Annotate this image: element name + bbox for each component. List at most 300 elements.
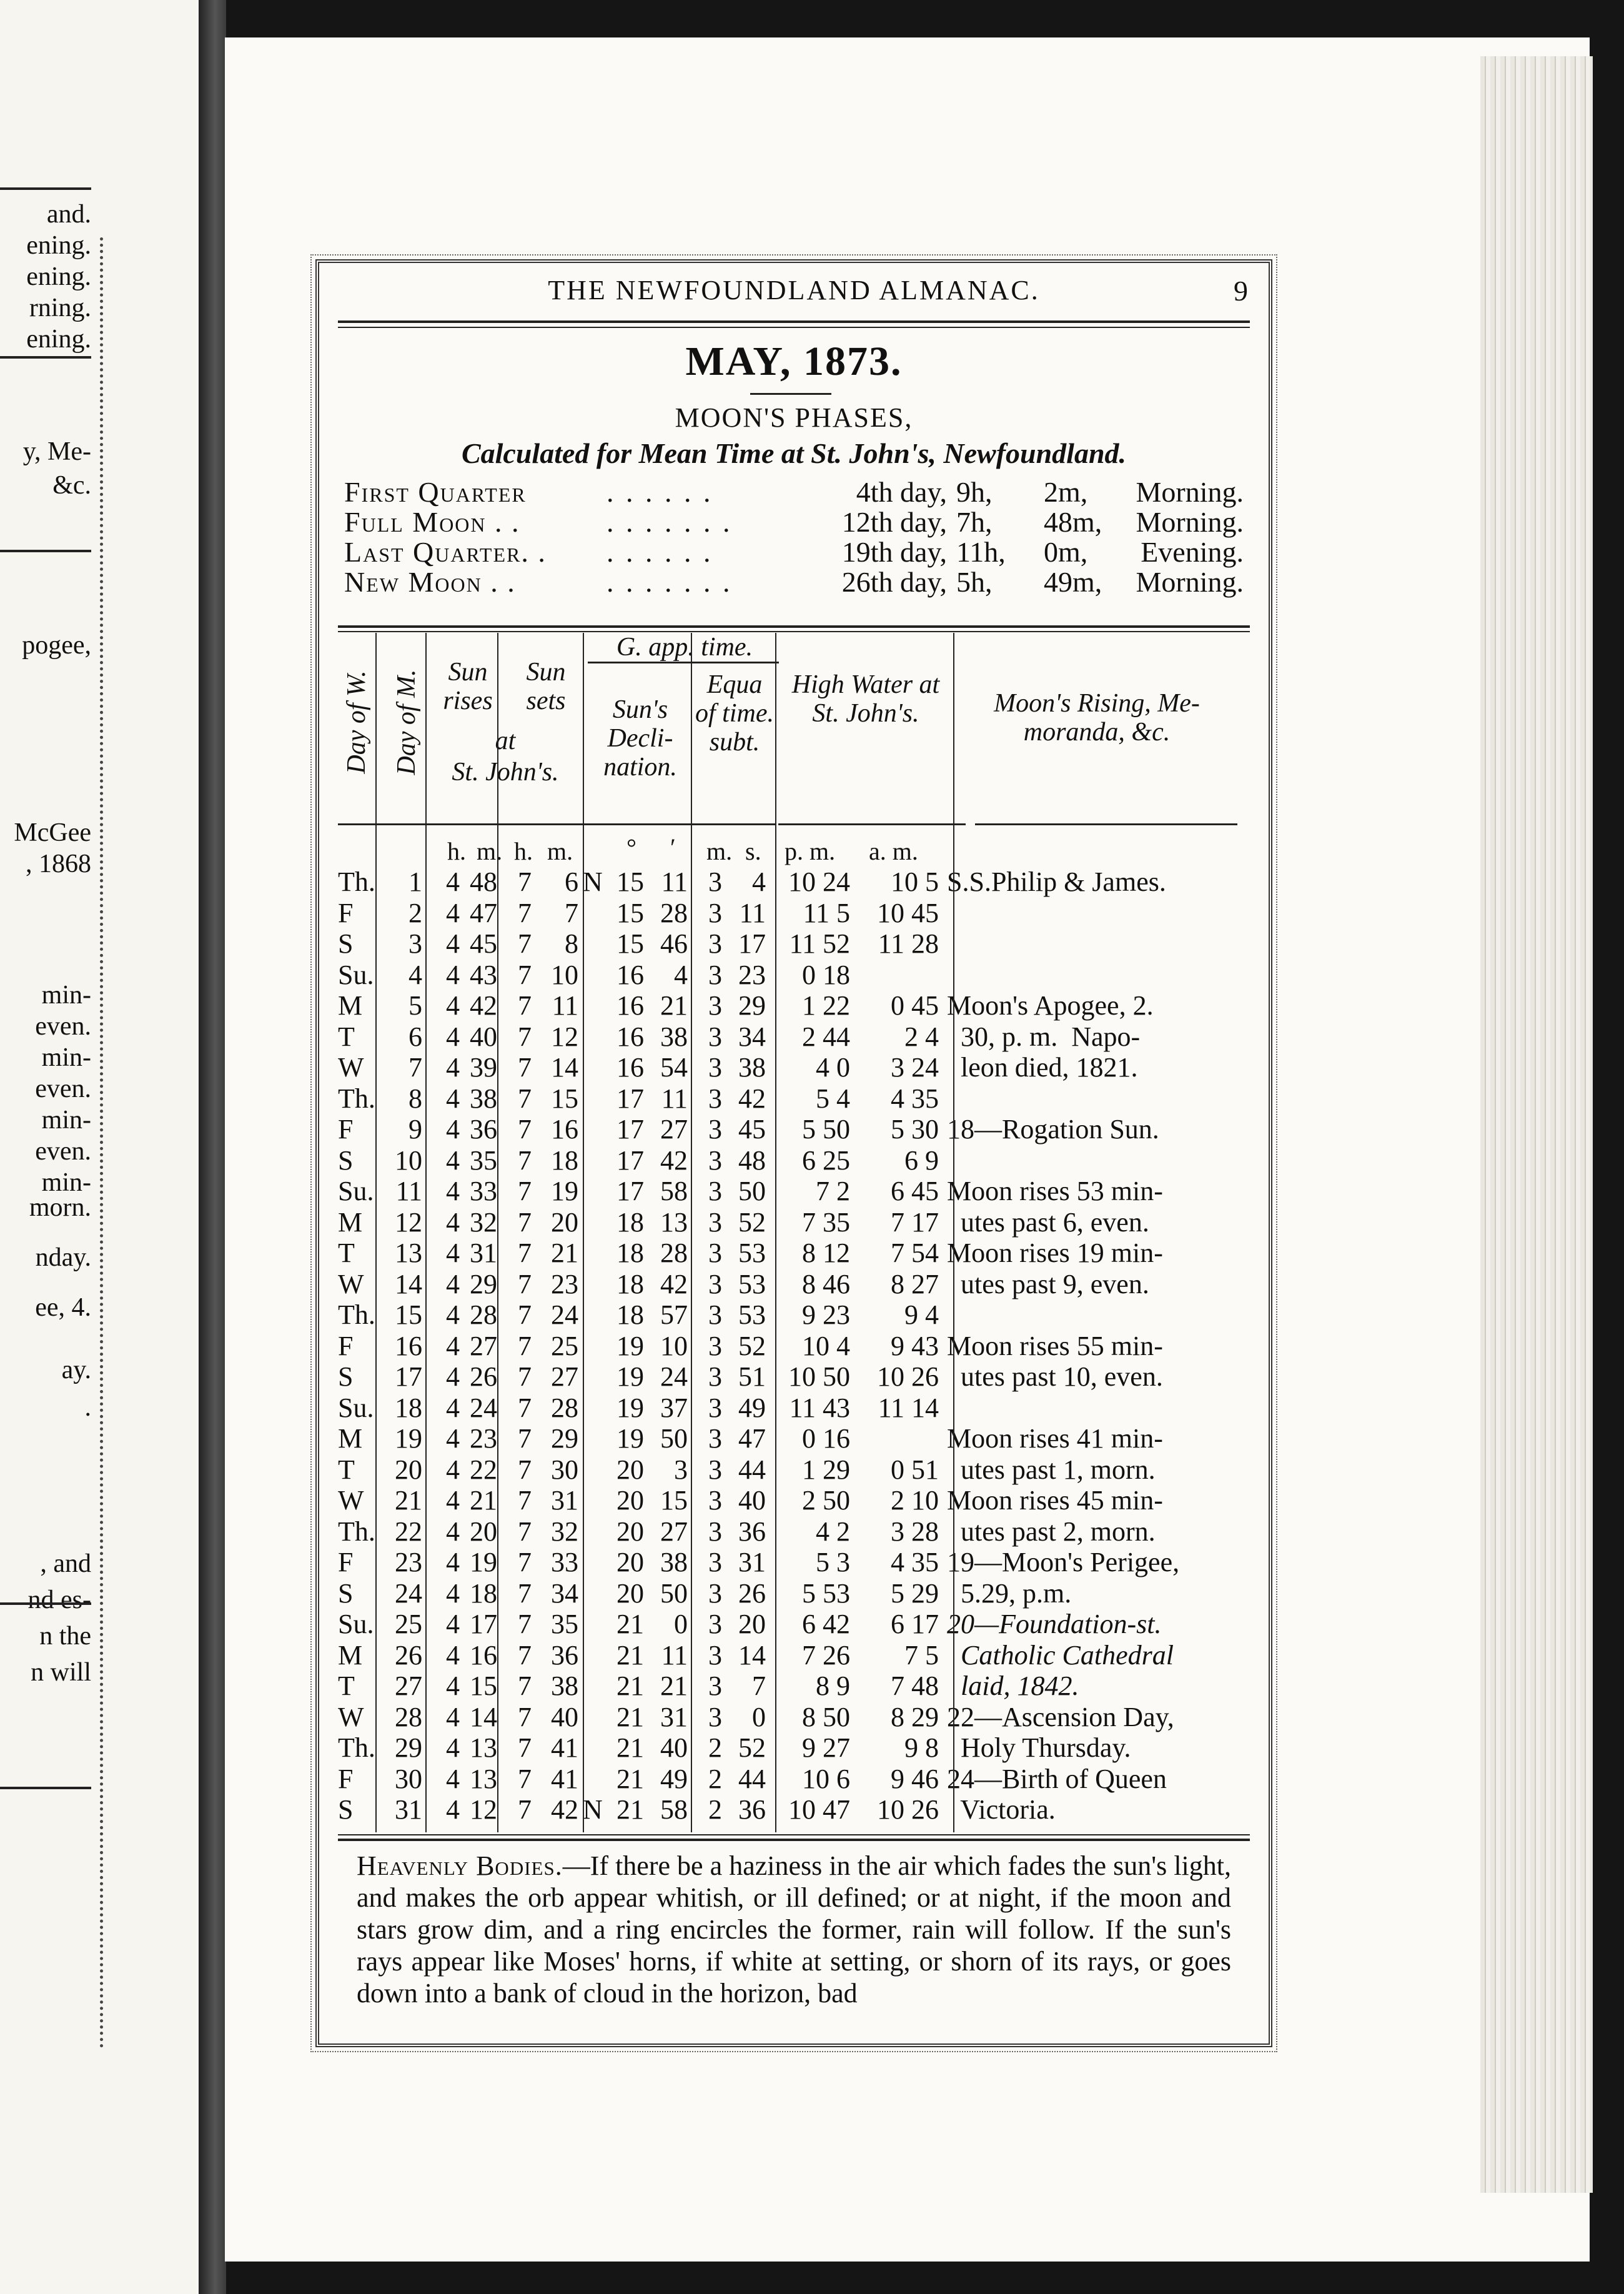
cell-eq-min: 3 xyxy=(708,959,722,990)
table-row xyxy=(338,1393,1250,1423)
phase-row xyxy=(344,535,1244,567)
cell-day-week: W xyxy=(338,1052,364,1083)
cell-hw-am: 7 5 xyxy=(904,1639,939,1671)
column-rule xyxy=(425,633,427,1832)
cell-dec-deg: 16 xyxy=(616,1052,644,1083)
cell-set-hour: 7 xyxy=(518,1485,532,1516)
cell-dec-min: 50 xyxy=(660,1423,688,1454)
cell-hw-pm: 5 4 xyxy=(816,1083,850,1114)
cell-set-min: 11 xyxy=(552,990,578,1021)
cell-memo: 19—Moon's Perigee, xyxy=(947,1547,1180,1577)
cell-set-min: 21 xyxy=(551,1238,578,1268)
cell-dec-min: 21 xyxy=(660,990,688,1021)
cell-dec-deg: 21 xyxy=(616,1671,644,1701)
cell-rise-hour: 4 xyxy=(446,1299,460,1330)
table-row xyxy=(338,1764,1250,1794)
phase-time: Morning. xyxy=(1136,506,1244,538)
cell-rise-min: 22 xyxy=(470,1454,497,1485)
cell-rise-hour: 4 xyxy=(446,1330,460,1361)
cell-set-hour: 7 xyxy=(518,1547,532,1577)
cell-eq-sec: 4 xyxy=(752,866,766,897)
cell-hw-pm: 8 50 xyxy=(802,1701,850,1732)
cell-memo: utes past 10, even. xyxy=(947,1361,1163,1392)
phase-time: Morning. xyxy=(1136,476,1244,508)
cell-eq-sec: 29 xyxy=(738,990,766,1021)
cell-hw-pm: 4 0 xyxy=(816,1052,850,1083)
cell-dec-deg: 15 xyxy=(616,866,644,897)
unit-eq-s: s. xyxy=(745,837,761,865)
cell-rise-hour: 4 xyxy=(446,1145,460,1176)
cell-day-month: 6 xyxy=(408,1021,422,1052)
cell-set-min: 34 xyxy=(551,1577,578,1609)
left-fragment-line: nday. xyxy=(35,1243,91,1272)
cell-dec-min: 38 xyxy=(660,1021,688,1052)
phase-name: Last Quarter. . xyxy=(344,536,547,568)
left-fragment-rule xyxy=(0,1787,91,1789)
cell-memo: leon died, 1821. xyxy=(947,1052,1138,1083)
cell-set-min: 6 xyxy=(565,866,578,897)
cell-memo: Moon rises 53 min- xyxy=(947,1176,1163,1206)
left-fragment-line: rning. xyxy=(29,294,91,322)
cell-hw-am: 10 26 xyxy=(877,1794,939,1825)
left-fragment-line: ay. xyxy=(61,1356,91,1384)
left-fragment-line: , and xyxy=(40,1549,91,1578)
cell-eq-sec: 53 xyxy=(738,1268,766,1299)
cell-day-week: Su. xyxy=(338,1392,374,1423)
calendar-table xyxy=(338,633,1250,1832)
table-row xyxy=(338,1021,1250,1052)
cell-eq-sec: 20 xyxy=(738,1609,766,1639)
cell-rise-hour: 4 xyxy=(446,1361,460,1392)
cell-dec-deg: 21 xyxy=(616,1701,644,1732)
cell-set-min: 40 xyxy=(551,1701,578,1732)
cell-set-hour: 7 xyxy=(518,1330,532,1361)
cell-eq-min: 3 xyxy=(708,928,722,959)
cell-eq-sec: 36 xyxy=(738,1516,766,1547)
cell-set-min: 12 xyxy=(551,1021,578,1052)
cell-dec-min: 42 xyxy=(660,1145,688,1176)
cell-eq-min: 3 xyxy=(708,1454,722,1485)
cell-dec-deg: 16 xyxy=(616,1021,644,1052)
cell-set-min: 42 xyxy=(551,1794,578,1825)
cell-set-hour: 7 xyxy=(518,1176,532,1206)
units-row xyxy=(338,833,1250,865)
cell-dec-deg: 15 xyxy=(616,928,644,959)
left-fragment-line: and. xyxy=(46,200,91,229)
left-fragment-line: even. xyxy=(35,1075,91,1103)
phase-name: First Quarter xyxy=(344,476,527,508)
cell-set-min: 7 xyxy=(565,897,578,928)
phase-day: 26th day, xyxy=(841,566,947,598)
table-row xyxy=(338,1238,1250,1268)
table-row xyxy=(338,898,1250,928)
cell-rise-min: 24 xyxy=(470,1392,497,1423)
table-row xyxy=(338,1671,1250,1701)
cell-memo: 30, p. m. Napo- xyxy=(947,1021,1141,1052)
cell-memo: utes past 1, morn. xyxy=(947,1454,1156,1485)
table-row xyxy=(338,928,1250,959)
phase-day: 19th day, xyxy=(841,536,947,568)
left-fragment-rule xyxy=(0,1602,91,1605)
cell-dec-deg: 21 xyxy=(616,1639,644,1671)
cell-set-min: 23 xyxy=(551,1268,578,1299)
table-row xyxy=(338,1485,1250,1516)
cell-dec-min: 31 xyxy=(660,1701,688,1732)
cell-eq-min: 3 xyxy=(708,1361,722,1392)
cell-set-min: 35 xyxy=(551,1609,578,1639)
cell-set-min: 14 xyxy=(551,1052,578,1083)
cell-eq-sec: 38 xyxy=(738,1052,766,1083)
cell-eq-sec: 23 xyxy=(738,959,766,990)
cell-memo: Catholic Cathedral xyxy=(947,1639,1174,1671)
left-fragment-line: n the xyxy=(39,1622,91,1651)
cell-eq-min: 3 xyxy=(708,1114,722,1145)
cell-eq-sec: 11 xyxy=(739,897,766,928)
cell-set-hour: 7 xyxy=(518,1794,532,1825)
header-sun-sets: Sun sets xyxy=(526,658,566,715)
cell-rise-hour: 4 xyxy=(446,1083,460,1114)
cell-hw-pm: 8 12 xyxy=(802,1238,850,1268)
cell-dec-min: 27 xyxy=(660,1516,688,1547)
phase-hour: 11h, xyxy=(956,536,1006,568)
cell-day-month: 21 xyxy=(395,1485,422,1516)
table-row xyxy=(338,1176,1250,1206)
left-fragment-line: pogee, xyxy=(22,631,91,660)
cell-hw-am: 4 35 xyxy=(891,1083,939,1114)
cell-dec-min: 49 xyxy=(660,1763,688,1794)
cell-hw-pm: 2 50 xyxy=(802,1485,850,1516)
cell-hw-pm: 10 6 xyxy=(802,1763,850,1794)
cell-eq-min: 3 xyxy=(708,1701,722,1732)
phase-day: 12th day, xyxy=(841,506,947,538)
cell-hw-pm: 8 46 xyxy=(802,1268,850,1299)
cell-hw-pm: 10 4 xyxy=(802,1330,850,1361)
cell-hw-am: 8 27 xyxy=(891,1268,939,1299)
cell-eq-sec: 48 xyxy=(738,1145,766,1176)
table-row xyxy=(338,1207,1250,1238)
page-edges xyxy=(1480,56,1593,2193)
cell-rise-hour: 4 xyxy=(446,928,460,959)
phase-dots: . . . . . . . xyxy=(607,566,733,598)
cell-eq-min: 3 xyxy=(708,1609,722,1639)
cell-rise-min: 40 xyxy=(470,1021,497,1052)
cell-hw-am: 9 43 xyxy=(891,1330,939,1361)
cell-day-month: 19 xyxy=(395,1423,422,1454)
header-bottom-rule-right xyxy=(778,823,966,825)
cell-hw-am: 3 28 xyxy=(891,1516,939,1547)
phase-time: Morning. xyxy=(1136,566,1244,598)
left-fragment-line: even. xyxy=(35,1137,91,1166)
cell-day-week: Su. xyxy=(338,1609,374,1639)
cell-hw-pm: 1 22 xyxy=(802,990,850,1021)
cell-rise-min: 15 xyxy=(470,1671,497,1701)
header-title: THE NEWFOUNDLAND ALMANAC. xyxy=(548,275,1040,305)
cell-hw-am: 5 30 xyxy=(891,1114,939,1145)
cell-rise-min: 18 xyxy=(470,1577,497,1609)
cell-set-min: 16 xyxy=(551,1114,578,1145)
left-fragment-line: nd es- xyxy=(27,1586,91,1614)
note-lead: Heavenly Bodies. xyxy=(357,1850,563,1881)
unit-deg: ° xyxy=(626,833,636,861)
cell-day-week: T xyxy=(338,1021,355,1052)
cell-dec-min: 11 xyxy=(661,1639,688,1671)
cell-dec-min: 46 xyxy=(660,928,688,959)
cell-set-min: 8 xyxy=(565,928,578,959)
header-bottom-rule-left xyxy=(338,823,775,825)
cell-day-week: T xyxy=(338,1671,355,1701)
left-fragment-line: morn. xyxy=(29,1193,91,1222)
cell-day-week: Th. xyxy=(338,1732,375,1763)
cell-set-min: 19 xyxy=(551,1176,578,1206)
cell-rise-hour: 4 xyxy=(446,1547,460,1577)
column-rule xyxy=(497,633,498,1832)
cell-dec-min: 11 xyxy=(661,866,688,897)
cell-set-hour: 7 xyxy=(518,1423,532,1454)
cell-set-min: 20 xyxy=(551,1206,578,1238)
cell-set-min: 28 xyxy=(551,1392,578,1423)
cell-set-hour: 7 xyxy=(518,1361,532,1392)
cell-rise-min: 27 xyxy=(470,1330,497,1361)
cell-hw-am: 10 45 xyxy=(877,897,939,928)
cell-rise-hour: 4 xyxy=(446,1114,460,1145)
cell-day-week: M xyxy=(338,1206,363,1238)
cell-day-month: 2 xyxy=(408,897,422,928)
cell-set-hour: 7 xyxy=(518,1763,532,1794)
cell-rise-hour: 4 xyxy=(446,1763,460,1794)
header-declination: Sun's Decli- nation. xyxy=(603,695,677,782)
cell-eq-min: 3 xyxy=(708,1671,722,1701)
unit-rise-m: m. xyxy=(477,837,503,865)
cell-day-month: 5 xyxy=(408,990,422,1021)
cell-memo: Victoria. xyxy=(947,1794,1056,1825)
cell-day-week: W xyxy=(338,1268,364,1299)
cell-set-min: 36 xyxy=(551,1639,578,1671)
cell-eq-sec: 44 xyxy=(738,1454,766,1485)
cell-hw-pm: 11 52 xyxy=(789,928,850,959)
cell-eq-sec: 14 xyxy=(738,1639,766,1671)
heavenly-bodies-note xyxy=(357,1850,1231,2009)
cell-hw-am: 11 28 xyxy=(878,928,939,959)
table-row xyxy=(338,1547,1250,1577)
phase-hour: 5h, xyxy=(956,566,993,598)
table-row xyxy=(338,1299,1250,1330)
cell-dec-min: 57 xyxy=(660,1299,688,1330)
cell-eq-sec: 53 xyxy=(738,1299,766,1330)
header-rule xyxy=(338,320,1250,328)
cell-day-week: F xyxy=(338,1114,354,1145)
cell-day-month: 10 xyxy=(395,1145,422,1176)
cell-day-week: Th. xyxy=(338,1083,375,1114)
cell-hw-pm: 10 50 xyxy=(788,1361,850,1392)
phase-name: New Moon . . xyxy=(344,566,516,598)
cell-dec-min: 58 xyxy=(660,1794,688,1825)
cell-dec-deg: 18 xyxy=(616,1238,644,1268)
cell-set-min: 41 xyxy=(551,1732,578,1763)
cell-set-min: 27 xyxy=(551,1361,578,1392)
cell-eq-sec: 34 xyxy=(738,1021,766,1052)
cell-set-min: 41 xyxy=(551,1763,578,1794)
cell-eq-min: 3 xyxy=(708,1145,722,1176)
phase-hour: 7h, xyxy=(956,506,993,538)
cell-hw-pm: 2 44 xyxy=(802,1021,850,1052)
cell-hw-pm: 8 9 xyxy=(816,1671,850,1701)
cell-rise-hour: 4 xyxy=(446,1176,460,1206)
cell-rise-min: 23 xyxy=(470,1423,497,1454)
cell-dec-min: 27 xyxy=(660,1114,688,1145)
cell-set-hour: 7 xyxy=(518,1701,532,1732)
cell-dec-min: 15 xyxy=(660,1485,688,1516)
cell-dec-deg: 20 xyxy=(616,1577,644,1609)
cell-day-month: 23 xyxy=(395,1547,422,1577)
cell-day-month: 17 xyxy=(395,1361,422,1392)
column-rule xyxy=(583,633,584,1832)
cell-eq-min: 3 xyxy=(708,1577,722,1609)
cell-dec-deg: 20 xyxy=(616,1454,644,1485)
cell-rise-min: 45 xyxy=(470,928,497,959)
cell-set-min: 15 xyxy=(551,1083,578,1114)
cell-set-hour: 7 xyxy=(518,1083,532,1114)
cell-hw-am: 10 26 xyxy=(877,1361,939,1392)
cell-day-week: T xyxy=(338,1238,355,1268)
left-fragment-line: , 1868 xyxy=(26,850,91,878)
cell-dec-deg: 17 xyxy=(616,1145,644,1176)
cell-dec-deg: 20 xyxy=(616,1516,644,1547)
cell-day-month: 14 xyxy=(395,1268,422,1299)
cell-rise-min: 13 xyxy=(470,1763,497,1794)
cell-day-month: 27 xyxy=(395,1671,422,1701)
cell-set-hour: 7 xyxy=(518,866,532,897)
cell-rise-hour: 4 xyxy=(446,1392,460,1423)
left-fragment-line: McGee xyxy=(14,818,91,847)
cell-hw-pm: 6 25 xyxy=(802,1145,850,1176)
cell-day-month: 25 xyxy=(395,1609,422,1639)
cell-memo: 20—Foundation-st. xyxy=(947,1609,1162,1639)
cell-dec-deg: 16 xyxy=(616,959,644,990)
cell-dec-min: 4 xyxy=(674,959,688,990)
cell-day-month: 26 xyxy=(395,1639,422,1671)
cell-day-week: F xyxy=(338,1330,354,1361)
cell-dec-deg: 21 xyxy=(616,1609,644,1639)
cell-rise-hour: 4 xyxy=(446,959,460,990)
cell-rise-hour: 4 xyxy=(446,1021,460,1052)
cell-day-week: S xyxy=(338,928,354,959)
cell-eq-min: 3 xyxy=(708,1639,722,1671)
cell-rise-min: 19 xyxy=(470,1547,497,1577)
header-bottom-rule-memo xyxy=(975,823,1237,825)
phase-day: 4th day, xyxy=(856,476,947,508)
cell-rise-min: 35 xyxy=(470,1145,497,1176)
short-rule xyxy=(750,393,831,395)
cell-hw-pm: 0 18 xyxy=(802,959,850,990)
cell-memo: Holy Thursday. xyxy=(947,1732,1131,1763)
cell-rise-min: 38 xyxy=(470,1083,497,1114)
cell-day-month: 22 xyxy=(395,1516,422,1547)
cell-rise-min: 20 xyxy=(470,1516,497,1547)
header-at: at xyxy=(495,727,516,755)
cell-day-month: 9 xyxy=(408,1114,422,1145)
cell-hw-am: 7 17 xyxy=(891,1206,939,1238)
cell-set-hour: 7 xyxy=(518,1609,532,1639)
cell-memo: utes past 6, even. xyxy=(947,1206,1149,1238)
cell-rise-min: 31 xyxy=(470,1238,497,1268)
cell-day-week: W xyxy=(338,1701,364,1732)
cell-set-min: 31 xyxy=(551,1485,578,1516)
cell-day-week: M xyxy=(338,1639,363,1671)
cell-eq-sec: 52 xyxy=(738,1330,766,1361)
phase-min: 0m, xyxy=(1044,536,1088,568)
cell-eq-sec: 36 xyxy=(738,1794,766,1825)
cell-eq-sec: 7 xyxy=(752,1671,766,1701)
phase-name: Full Moon . . xyxy=(344,506,520,538)
table-row xyxy=(338,1732,1250,1763)
cell-day-month: 3 xyxy=(408,928,422,959)
phase-row xyxy=(344,475,1244,507)
cell-day-month: 4 xyxy=(408,959,422,990)
cell-set-hour: 7 xyxy=(518,1454,532,1485)
cell-hw-pm: 7 2 xyxy=(816,1176,850,1206)
cell-rise-min: 32 xyxy=(470,1206,497,1238)
table-row xyxy=(338,1609,1250,1639)
cell-eq-sec: 51 xyxy=(738,1361,766,1392)
cell-eq-sec: 52 xyxy=(738,1206,766,1238)
cell-eq-min: 3 xyxy=(708,866,722,897)
cell-rise-hour: 4 xyxy=(446,1454,460,1485)
table-row xyxy=(338,1331,1250,1361)
cell-rise-hour: 4 xyxy=(446,1268,460,1299)
cell-day-month: 16 xyxy=(395,1330,422,1361)
phase-dots: . . . . . . xyxy=(607,536,713,568)
left-fragment-line: min- xyxy=(41,1106,91,1135)
cell-day-month: 30 xyxy=(395,1763,422,1794)
cell-memo: S.S.Philip & James. xyxy=(947,866,1166,897)
cell-dec-deg: 17 xyxy=(616,1176,644,1206)
cell-eq-min: 3 xyxy=(708,1206,722,1238)
cell-day-month: 1 xyxy=(408,866,422,897)
cell-set-hour: 7 xyxy=(518,1114,532,1145)
cell-memo: utes past 9, even. xyxy=(947,1268,1149,1299)
cell-hw-pm: 11 5 xyxy=(803,897,850,928)
cell-set-min: 25 xyxy=(551,1330,578,1361)
table-row xyxy=(338,1052,1250,1083)
cell-set-min: 30 xyxy=(551,1454,578,1485)
g-app-rule xyxy=(588,662,779,663)
phase-min: 2m, xyxy=(1044,476,1088,508)
cell-set-hour: 7 xyxy=(518,1021,532,1052)
cell-dec-deg: 19 xyxy=(616,1423,644,1454)
table-row xyxy=(338,866,1250,897)
cell-rise-hour: 4 xyxy=(446,1516,460,1547)
cell-set-min: 10 xyxy=(551,959,578,990)
cell-eq-min: 2 xyxy=(708,1732,722,1763)
cell-eq-sec: 26 xyxy=(738,1577,766,1609)
cell-set-hour: 7 xyxy=(518,1392,532,1423)
table-row xyxy=(338,1423,1250,1454)
page-header xyxy=(319,274,1269,312)
cell-eq-min: 2 xyxy=(708,1794,722,1825)
cell-hw-am: 3 24 xyxy=(891,1052,939,1083)
header-g-app-time: G. app. time. xyxy=(616,633,753,662)
cell-day-month: 20 xyxy=(395,1454,422,1485)
cell-rise-hour: 4 xyxy=(446,1794,460,1825)
table-row xyxy=(338,1454,1250,1485)
header-st-johns: St. John's. xyxy=(452,758,559,787)
cell-hw-pm: 9 23 xyxy=(802,1299,850,1330)
cell-set-hour: 7 xyxy=(518,928,532,959)
cell-day-week: Su. xyxy=(338,1176,374,1206)
cell-dec-deg: 20 xyxy=(616,1547,644,1577)
cell-rise-hour: 4 xyxy=(446,1238,460,1268)
table-row xyxy=(338,1361,1250,1392)
